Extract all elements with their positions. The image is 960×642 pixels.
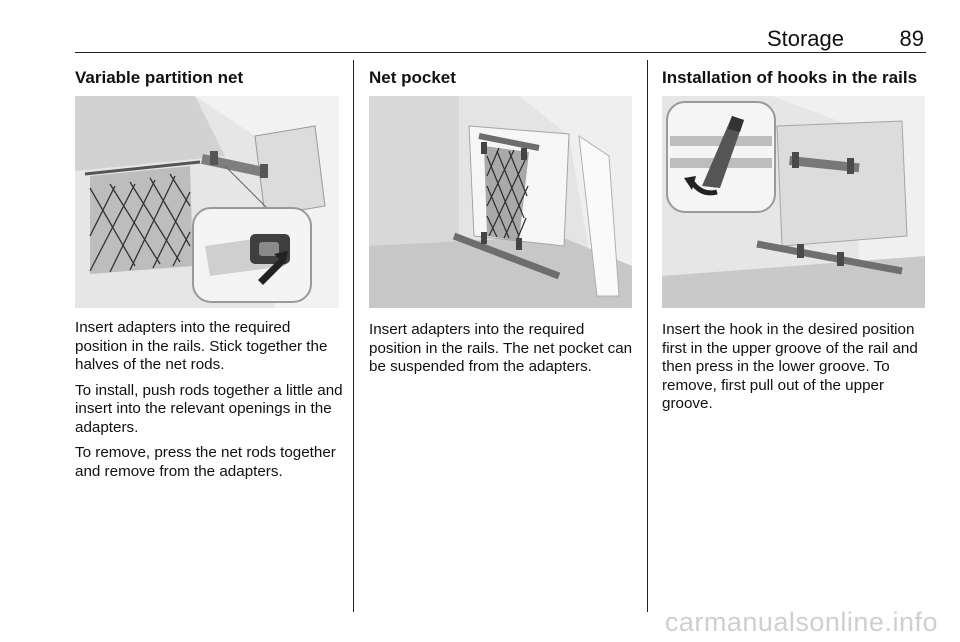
section-heading: Net pocket — [369, 68, 456, 87]
paragraph: To remove, press the net rods together and remove from the adapters. — [75, 444, 336, 480]
body-text — [662, 321, 930, 421]
hooks-installation-illustration — [662, 96, 925, 308]
page-number: 89 — [899, 26, 924, 51]
page-header — [75, 27, 926, 51]
paragraph: To install, push rods together a little and insert into the relevant openings in the adapters. — [75, 381, 343, 436]
paragraph: Insert adapters into the required position in the rails. The net pocket can be suspended from the adapters. — [369, 321, 633, 375]
section-name: Storage — [766, 26, 844, 51]
body-text — [369, 321, 637, 384]
section-heading: Variable partition net — [75, 68, 244, 87]
partition-net-illustration — [75, 96, 339, 308]
body-text — [75, 319, 343, 488]
paragraph: Insert adapters into the required position in the rails. Stick together the halves of the net rods. — [75, 319, 328, 373]
net-pocket-illustration — [369, 96, 632, 308]
watermark: carmanualsonline.info — [664, 607, 938, 637]
paragraph: Insert the hook in the desired position first in the upper groove of the rail and then press in the lower groove. To remove, first pull out of the upper groove. — [662, 321, 918, 412]
section-heading: Installation of hooks in the rails — [662, 68, 918, 87]
header-rule — [75, 52, 926, 53]
column-divider — [353, 60, 354, 612]
column-divider — [647, 60, 648, 612]
